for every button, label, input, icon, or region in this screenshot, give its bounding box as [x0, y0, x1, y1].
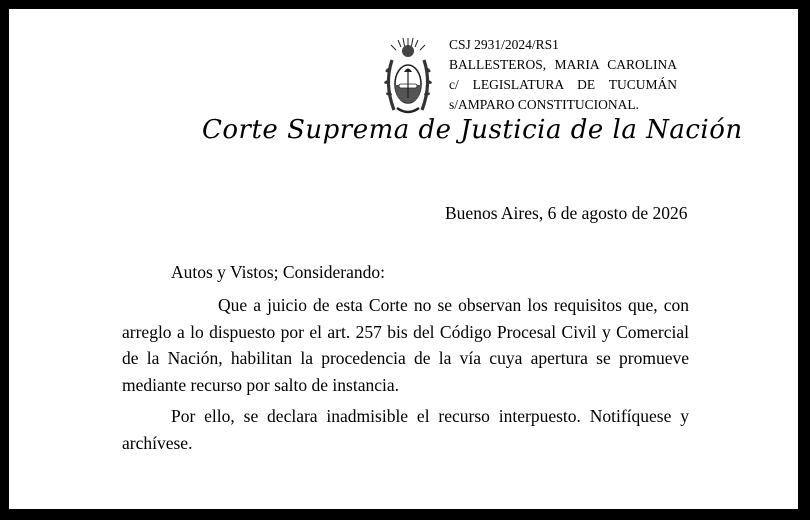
coat-of-arms-icon	[382, 36, 434, 120]
court-name: Corte Suprema de Justicia de la Nación	[202, 115, 743, 145]
case-parties-line-3: s/AMPARO CONSTITUCIONAL.	[449, 97, 640, 112]
date-line: Buenos Aires, 6 de agosto de 2026	[445, 203, 688, 223]
document-page	[9, 9, 798, 509]
case-parties-line-2: c/ LEGISLATURA DE TUCUMÁN	[449, 77, 677, 92]
case-number: CSJ 2931/2024/RS1	[449, 37, 559, 52]
case-parties-line-1: BALLESTEROS, MARIA CAROLINA	[449, 57, 677, 72]
greeting: Autos y Vistos; Considerando:	[171, 262, 385, 282]
paragraph-ruling: Por ello, se declara inadmisible el recurso interpuesto. Notifíquese y archívese.	[122, 406, 689, 453]
case-caption	[449, 35, 677, 115]
paragraph-considerations: Que a juicio de esta Corte no se observan los requisitos que, con arreglo a lo dispuesto por el art. 257 bis del Código Procesal Civil y Comercial de la Nación, habilitan la procedencia de la vía cuya apertura se promueve mediante recurso por salto de instancia.	[122, 295, 689, 395]
